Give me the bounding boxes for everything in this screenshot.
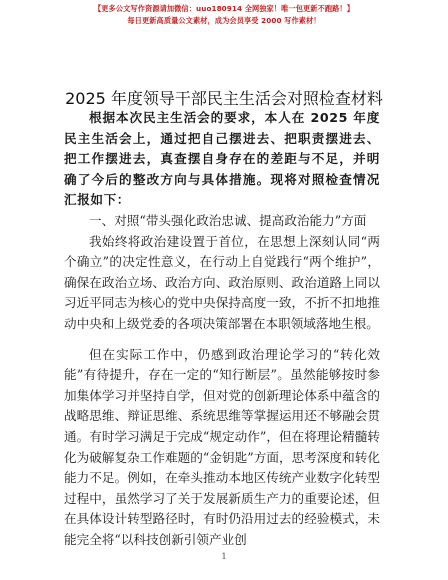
promo-banner-subline: 每日更新高质量公文素材，成为会员享受 2000 写作素材！ <box>127 16 321 25</box>
body-paragraph: 我始终将政治建设置于首位，在思想上深刻认同“两个确立”的决定性意义，在行动上自觉践行“两个维护”，确保在政治立场、政治方向、政治原则、政治道路上同以习近平同志为核心的党中央保持高度一致，不折不扣地推动中央和上级党委的各项决策部署在本职领域落地生根。 <box>64 233 380 331</box>
intro-paragraph: 根据本次民主生活会的要求，本人在 2025 年度民主生活会上，通过把自己摆进去、把职责摆进去、把工作摆进去，真查摆自身存在的差距与不足，并明确了今后的整改方向与具体措施。现将对照检查情况汇报如下： <box>64 110 380 208</box>
page-number: 1 <box>221 552 227 561</box>
promo-banner-line: 【更多公文写作资源请加微信：uuo180914 全网独家！唯一包更新不跑路！】 <box>93 4 355 13</box>
document-title: 2025 年度领导干部民主生活会对照检查材料 <box>65 89 383 108</box>
body-paragraph: 但在实际工作中，仍感到政治理论学习的“转化效能”有待提升，存在一定的“知行断层”。虽然能够按时参加集体学习并坚持自学，但对党的创新理论体系中蕴含的战略思维、辩证思维、系统思维等掌握运用还不够融会贯通。有时学习满足于完成“规定动作”，但在将理论精髓转化为破解复杂工作难题的“金钥匙”方面，思考深度和转化能力不足。例如，在牵头推动本地区传统产业数字化转型过程中，虽然学习了关于发展新质生产力的重要论述，但在具体设计转型路径时，有时仍沿用过去的经验模式，未能完全将“以科技创新引领产业创 <box>64 346 380 547</box>
section-heading: 一、对照“带头强化政治忠诚、提高政治能力”方面 <box>89 212 367 228</box>
document-body <box>64 108 380 550</box>
